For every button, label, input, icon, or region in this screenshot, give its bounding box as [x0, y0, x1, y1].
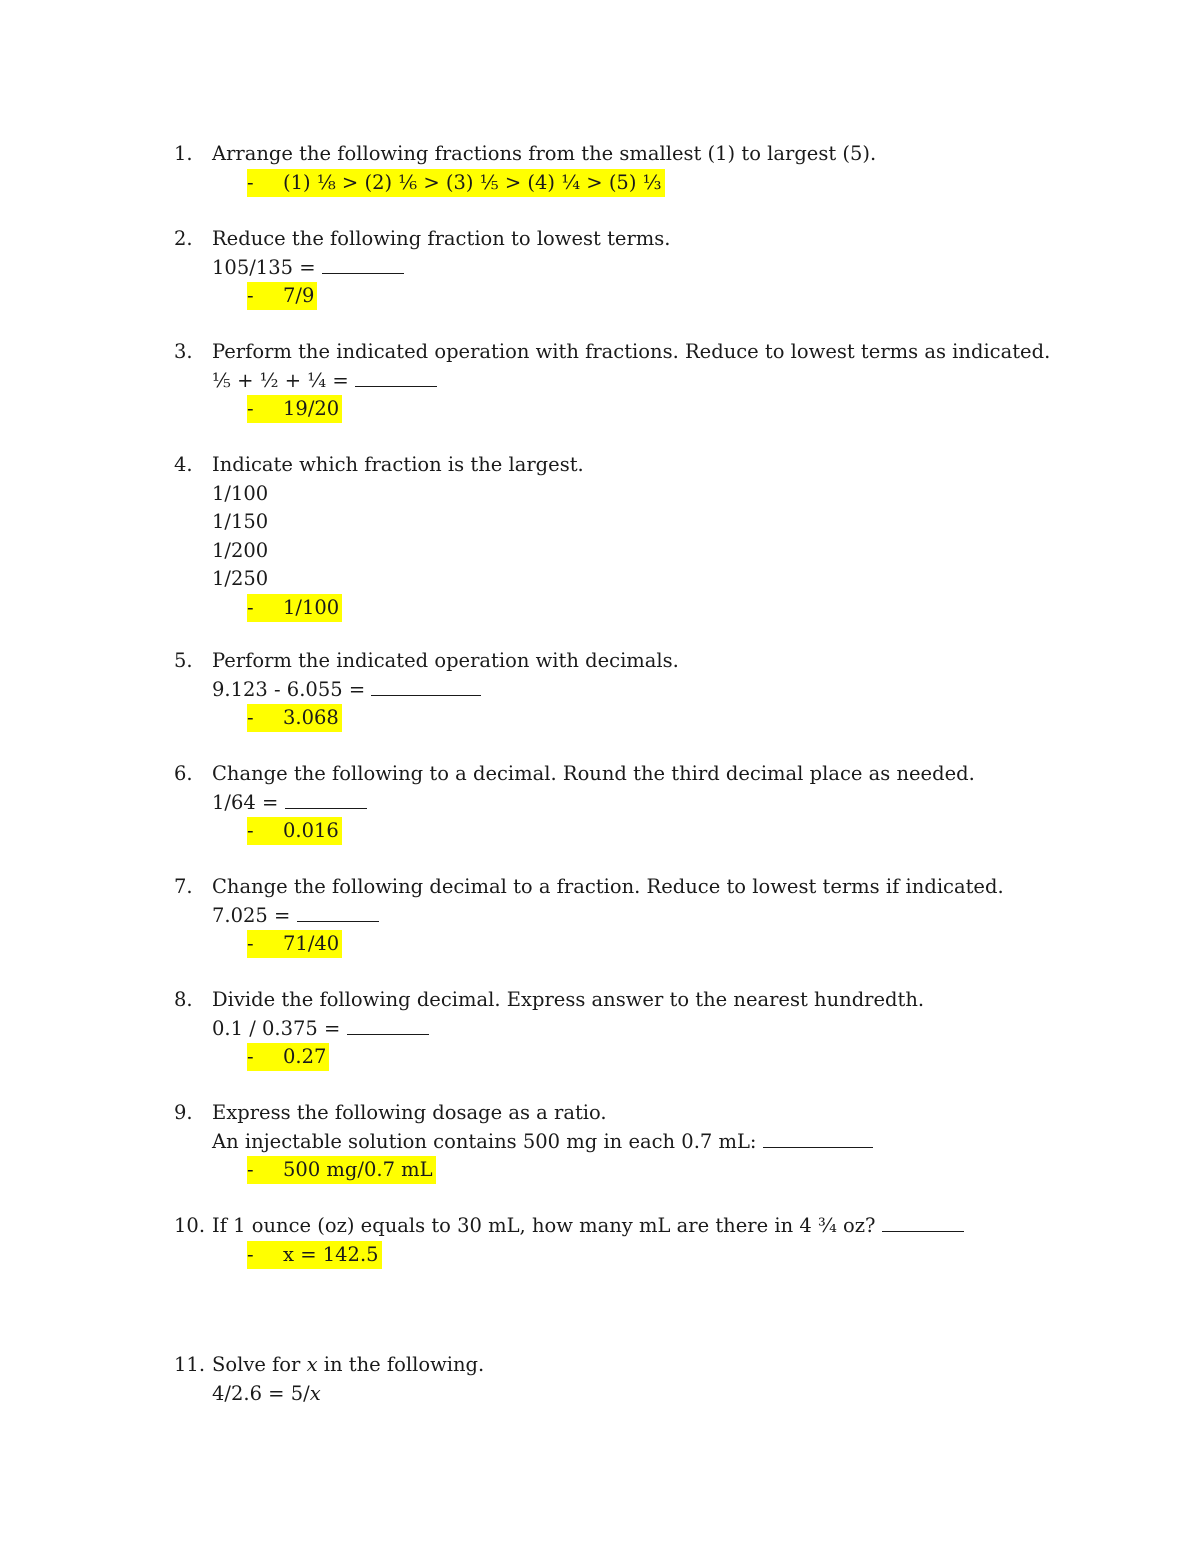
answer-text: 0.016 [283, 819, 339, 842]
answer-text: 7/9 [283, 284, 315, 307]
question-11 [174, 1351, 1074, 1408]
problem-text: An injectable solution contains 500 mg in each 0.7 mL: [212, 1129, 757, 1153]
answer-highlight [247, 1043, 329, 1071]
answer-blank [322, 255, 404, 274]
problem-text: 9.123 - 6.055 = [212, 677, 366, 701]
question-4 [174, 451, 1074, 622]
question-9 [174, 1099, 1074, 1185]
answer-text: 3.068 [283, 706, 339, 729]
question-text [212, 1353, 484, 1376]
answer-highlight [247, 817, 342, 845]
question-text: Indicate which fraction is the largest. [212, 453, 584, 476]
variable-x: x [306, 1353, 318, 1376]
answer-blank [297, 903, 379, 922]
question-number: 7. [174, 875, 193, 898]
question-10 [174, 1212, 1074, 1269]
question-text-part: in the following. [317, 1353, 485, 1376]
question-text: Change the following to a decimal. Round the third decimal place as needed. [212, 762, 975, 785]
question-text: Change the following decimal to a fraction. Reduce to lowest terms if indicated. [212, 875, 1004, 898]
question-number: 3. [174, 340, 193, 363]
option-item: 1/100 [212, 481, 269, 505]
answer-highlight [247, 395, 342, 423]
question-text: Perform the indicated operation with fractions. Reduce to lowest terms as indicated. [212, 340, 1051, 363]
question-7 [174, 873, 1074, 959]
answer-dash: - [247, 170, 254, 194]
question-number: 4. [174, 453, 193, 476]
question-text-part: Solve for [212, 1353, 307, 1376]
problem-text: 105/135 = [212, 255, 316, 279]
answer-dash: - [247, 397, 254, 420]
problem-text: 7.025 = [212, 903, 291, 927]
option-item: 1/200 [212, 538, 269, 562]
question-text: Perform the indicated operation with decimals. [212, 649, 679, 672]
answer-dash: - [247, 1242, 254, 1266]
answer-text: 19/20 [283, 397, 340, 420]
problem-text: 0.1 / 0.375 = [212, 1016, 341, 1040]
problem-text: 1/64 = [212, 790, 279, 814]
answer-highlight [247, 594, 342, 622]
answer-highlight [247, 1241, 382, 1269]
answer-highlight [247, 704, 342, 732]
question-5 [174, 647, 1074, 733]
answer-blank [355, 368, 437, 387]
answer-text: 1/100 [283, 595, 340, 619]
question-number: 5. [174, 649, 193, 672]
answer-blank [285, 790, 367, 809]
question-number: 9. [174, 1101, 193, 1124]
problem-text: 4/2.6 = 5/ [212, 1381, 310, 1405]
problem-text: ⅕ + ½ + ¼ = [212, 368, 349, 392]
answer-dash: - [247, 284, 254, 307]
answer-text: (1) ⅛ > (2) ⅙ > (3) ⅕ > (4) ¼ > (5) ⅓ [283, 170, 662, 194]
answer-blank [763, 1129, 873, 1148]
question-2 [174, 225, 1074, 311]
answer-highlight [247, 282, 317, 310]
answer-dash: - [247, 1045, 254, 1068]
question-text: Arrange the following fractions from the smallest (1) to largest (5). [212, 142, 877, 165]
answer-text: 500 mg/0.7 mL [283, 1158, 433, 1181]
question-number: 8. [174, 988, 193, 1011]
variable-x: x [309, 1381, 321, 1405]
question-number: 2. [174, 227, 193, 250]
answer-highlight [247, 1156, 436, 1184]
question-text: Express the following dosage as a ratio. [212, 1101, 607, 1124]
answer-blank [882, 1213, 964, 1232]
question-1 [174, 140, 1074, 197]
answer-highlight [247, 930, 342, 958]
question-number: 11. [174, 1353, 206, 1376]
question-8 [174, 986, 1074, 1072]
question-text: Divide the following decimal. Express answer to the nearest hundredth. [212, 988, 925, 1011]
question-6 [174, 760, 1074, 846]
answer-text: 0.27 [283, 1045, 327, 1068]
question-text: Reduce the following fraction to lowest terms. [212, 227, 671, 250]
question-number: 1. [174, 142, 193, 165]
answer-dash: - [247, 706, 254, 729]
question-number: 6. [174, 762, 193, 785]
answer-blank [371, 677, 481, 696]
answer-dash: - [247, 1158, 254, 1181]
answer-dash: - [247, 595, 254, 619]
answer-text: 71/40 [283, 932, 340, 955]
question-number: 10. [174, 1214, 206, 1237]
answer-blank [347, 1016, 429, 1035]
answer-highlight [247, 169, 665, 197]
answer-text: x = 142.5 [283, 1242, 379, 1266]
question-3 [174, 338, 1074, 424]
option-item: 1/150 [212, 510, 269, 533]
answer-dash: - [247, 932, 254, 955]
option-item: 1/250 [212, 567, 269, 590]
answer-dash: - [247, 819, 254, 842]
question-text: If 1 ounce (oz) equals to 30 mL, how many mL are there in 4 ¾ oz? [212, 1214, 876, 1237]
